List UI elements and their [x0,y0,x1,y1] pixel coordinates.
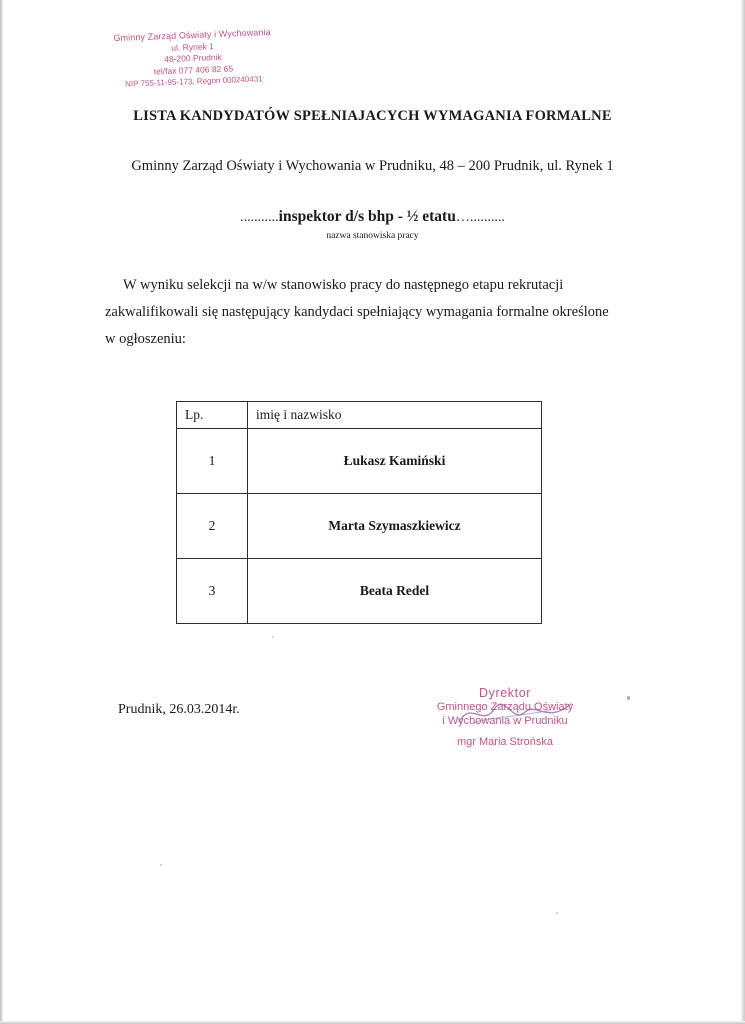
table-cell-lp: 2 [177,494,248,559]
organisation-address-line: Gminny Zarząd Oświaty i Wychowania w Prudniku, 48 – 200 Prudnik, ul. Rynek 1 [131,158,614,174]
office-stamp-line-3: 48-200 Prudnik [163,51,222,65]
scan-speck [160,864,162,866]
scan-edge-left [0,0,3,1024]
position-line [0,208,745,226]
table-cell-lp: 3 [177,559,248,624]
body-paragraph [105,272,685,353]
signature-stamp [390,686,620,749]
position-name: inspektor d/s bhp - ½ etatu [278,208,456,225]
place-and-date: Prudnik, 26.03.2014r. [118,702,240,717]
table-cell-lp: 1 [177,429,248,494]
office-stamp-line-1: Gminny Zarząd Oświaty i Wychowania [113,27,271,44]
scan-speck [272,636,274,638]
table-row [177,559,542,624]
position-caption: nazwa stanowiska pracy [326,231,419,241]
page-title: LISTA KANDYDATÓW SPEŁNIAJACYCH WYMAGANIA FORMALNE [133,108,612,124]
table-row [177,429,542,494]
signature-stamp-role: Dyrektor [478,686,532,700]
signature-stamp-name: mgr Maria Strońska [457,736,553,748]
scan-speck [556,912,558,914]
office-stamp-header [87,26,299,92]
office-stamp-line-2: ul. Rynek 1 [171,40,214,53]
table-header-lp: Lp. [177,402,248,429]
table-header-name: imię i nazwisko [248,402,542,429]
table-cell-name: Marta Szymaszkiewicz [248,494,542,559]
scan-speck [627,696,630,700]
body-line-1: W wyniku selekcji na w/w stanowisko pracy do następnego etapu rekrutacji [123,277,564,293]
table-cell-name: Łukasz Kamiński [248,429,542,494]
candidates-table [176,401,542,624]
body-line-2: zakwalifikowali się następujący kandydaci spełniający wymagania formalne określone [105,304,609,320]
position-dots-leading: ........... [240,210,279,225]
position-dots-trailing: ….......... [455,210,505,225]
table-row [177,494,542,559]
table-header-row [177,402,542,429]
office-stamp-line-4: tel/fax 077 406 82 65 [153,62,234,77]
body-line-3: w ogłoszeniu: [105,331,186,347]
signature-stamp-line-1: Gminnego Zarządu Oświaty [436,701,574,713]
table-cell-name: Beata Redel [248,559,542,624]
office-stamp-line-5: NIP 755-11-95-173, Regon 000240431 [124,74,263,89]
signature-stamp-line-2: i Wychowania w Prudniku [442,715,568,727]
scan-edge-right [741,0,745,1024]
